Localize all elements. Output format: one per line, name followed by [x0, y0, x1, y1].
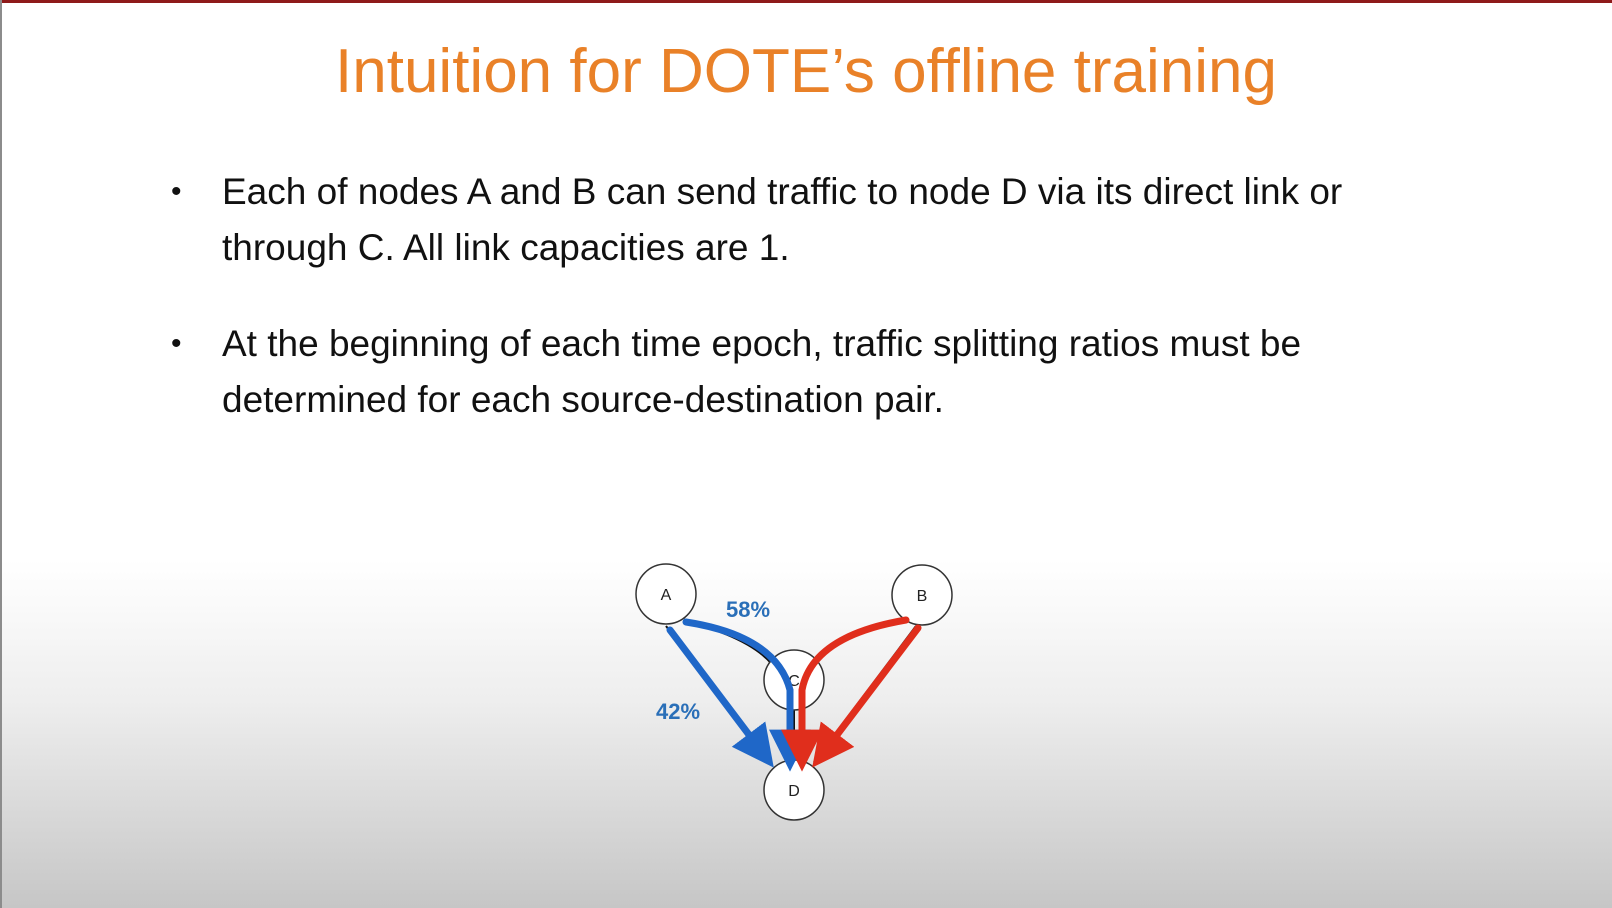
node-c-label: C — [788, 673, 800, 690]
node-a-label: A — [660, 587, 672, 604]
bullet-text-1: Each of nodes A and B can send traffic to node D via its direct link or through C. All link capacities are 1. — [222, 171, 1343, 268]
bullet-dot-icon: • — [171, 175, 182, 208]
node-d-label: D — [788, 783, 800, 800]
bullet-text-2: At the beginning of each time epoch, traffic splitting ratios must be determined for each source-destination pair. — [222, 323, 1302, 420]
node-b — [892, 565, 952, 625]
flow-a-direct-arrow — [670, 630, 762, 752]
node-b-label: B — [916, 588, 928, 605]
node-a — [636, 564, 696, 624]
flow-b-direct-arrow — [824, 628, 918, 752]
direct-percentage: 42% — [656, 699, 701, 724]
bullet-dot-icon: • — [171, 327, 182, 360]
node-d — [764, 760, 824, 820]
slide-title: Intuition for DOTE’s offline training — [335, 37, 1277, 106]
via-c-percentage: 58% — [726, 597, 771, 622]
